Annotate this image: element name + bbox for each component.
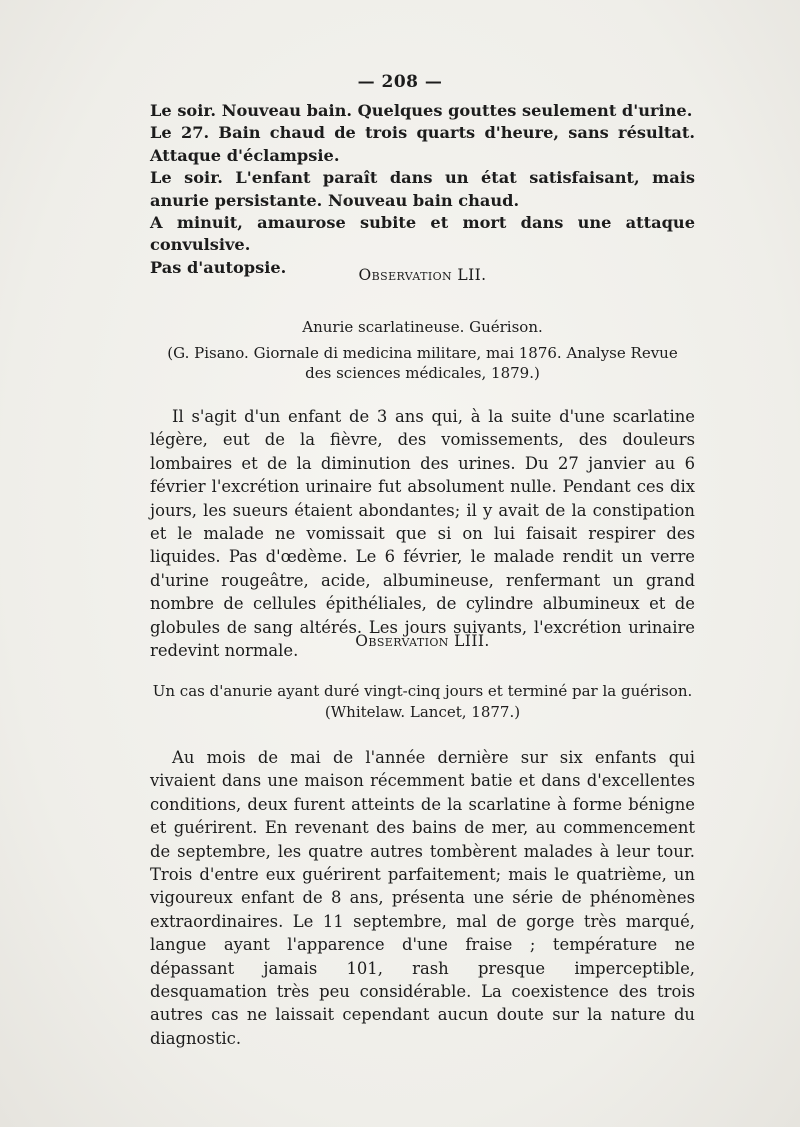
- intro-paragraph: Pas d'autopsie.: [150, 257, 287, 277]
- observation-52-body: [150, 405, 695, 662]
- intro-section: [150, 100, 695, 279]
- observation-53-heading: Observation LIII.: [355, 632, 490, 650]
- intro-paragraph: Le 27. Bain chaud de trois quarts d'heure, sans résultat. Attaque d'éclampsie.: [150, 123, 695, 165]
- observation-53-title: Un cas d'anurie ayant duré vingt-cinq jours et terminé par la guérison.: [152, 682, 693, 700]
- intro-paragraph: A minuit, amaurose subite et mort dans une attaque convulsive.: [150, 213, 695, 255]
- observation-53-text: Au mois de mai de l'année dernière sur six enfants qui vivaient dans une maison récemment batie et dans d'excellentes conditions, deux furent atteints de la scarlatine à forme bénigne et guérirent. En revenant des bains de mer, au commencement de septembre, les quatre autres tombèrent malades à leur tour. Trois d'entre eux guérirent parfaitement; mais le quatrième, un vigoureux enfant de 8 ans, présenta une série de phénomènes extraordinaires. Le 11 septembre, mal de gorge très marqué, langue ayant l'apparence d'une fraise ; température ne dépassant jamais 101, rash presque imperceptible, desquamation très peu considérable. La coexistence des trois autres cas ne laissait cependant aucun doute sur la nature du diagnostic.: [150, 748, 695, 1048]
- intro-paragraph: Le soir. L'enfant paraît dans un état satisfaisant, mais anurie persistante. Nouveau bain chaud.: [150, 168, 695, 210]
- observation-53-body: [150, 746, 695, 1050]
- observation-52-source: (G. Pisano. Giornale di medicina militare, mai 1876. Analyse Revue des sciences médicales, 1879.): [167, 344, 678, 382]
- observation-52-title: Anurie scarlatineuse. Guérison.: [302, 318, 543, 336]
- intro-paragraph: Le soir. Nouveau bain. Quelques gouttes seulement d'urine.: [150, 101, 693, 120]
- page-number: — 208 —: [357, 72, 443, 92]
- observation-52-text: Il s'agit d'un enfant de 3 ans qui, à la suite d'une scarlatine légère, eut de la fièvre, des vomissements, des douleurs lombaires et de la diminution des urines. Du 27 janvier au 6 février l'excrétion urinaire fut absolument nulle. Pendant ces dix jours, les sueurs étaient abondantes; il y avait de la constipation et le malade ne vomissait que si on lui faisait respirer des liquides. Pas d'œdème. Le 6 février, le malade rendit un verre d'urine rougeâtre, acide, albumineuse, renfermant un grand nombre de cellules épithéliales, de cylindre albumineux et de globules de sang altérés. Les jours suivants, l'excrétion urinaire redevint normale.: [150, 407, 695, 661]
- observation-52-heading: Observation LII.: [358, 266, 487, 284]
- observation-53-source: (Whitelaw. Lancet, 1877.): [324, 703, 521, 721]
